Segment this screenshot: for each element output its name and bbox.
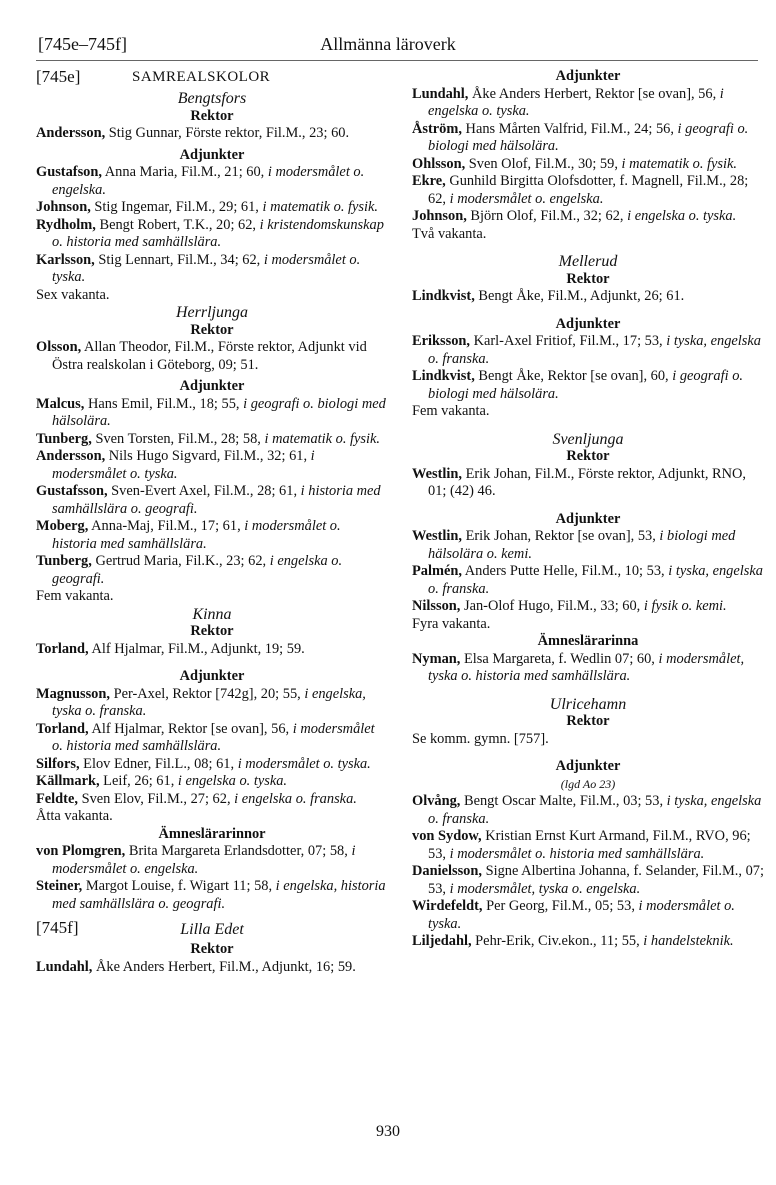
- adjunkter-label: Adjunkter: [555, 510, 621, 527]
- staff-entry: Torland, Alf Hjalmar, Rektor [se ovan], 56, i modersmålet o. historia med samhällslära.: [36, 720, 375, 754]
- vakanta-note: Två vakanta.: [412, 225, 487, 242]
- staff-entry: Wirdefeldt, Per Georg, Fil.M., 05; 53, i modersmålet o. tyska.: [412, 898, 735, 932]
- vakanta-note: Åtta vakanta.: [36, 808, 113, 824]
- rektor-entry: Andersson, Stig Gunnar, Förste rektor, Fil.M., 23; 60.: [36, 125, 350, 141]
- page-number: 930: [376, 1123, 400, 1140]
- staff-entry: Lindkvist, Bengt Åke, Rektor [se ovan], 60, i geografi o. biologi med hälsolära.: [412, 368, 743, 402]
- header-range: [745e–745f]: [38, 34, 127, 54]
- staff-entry: Lundahl, Åke Anders Herbert, Rektor [se ovan], 56, i engelska o. tyska.: [412, 85, 724, 119]
- vakanta-note: Fem vakanta.: [36, 588, 114, 604]
- rektor-entry: Lindkvist, Bengt Åke, Fil.M., Adjunkt, 26; 61.: [412, 288, 685, 304]
- rektor-label: Rektor: [190, 321, 234, 338]
- rektor-label: Rektor: [190, 941, 234, 957]
- staff-entry: Magnusson, Per-Axel, Rektor [742g], 20; 55, i engelska, tyska o. franska.: [36, 685, 366, 719]
- town-heading: Kinna: [192, 605, 232, 623]
- rektor-label: Rektor: [566, 448, 610, 464]
- staff-entry: Malcus, Hans Emil, Fil.M., 18; 55, i geografi o. biologi med hälsolära.: [36, 395, 386, 429]
- vakanta-note: Fyra vakanta.: [412, 615, 491, 632]
- staff-entry: Eriksson, Karl-Axel Fritiof, Fil.M., 17; 53, i tyska, engelska o. franska.: [412, 333, 761, 367]
- town-heading: Svenljunga: [552, 430, 624, 448]
- staff-entry: Tunberg, Gertrud Maria, Fil.K., 23; 62, i engelska o. geografi.: [36, 553, 343, 587]
- staff-entry: Johnson, Björn Olof, Fil.M., 32; 62, i engelska o. tyska.: [412, 208, 737, 224]
- right-column: [412, 68, 764, 951]
- staff-entry: Ohlsson, Sven Olof, Fil.M., 30; 59, i matematik o. fysik.: [412, 155, 738, 172]
- section-heading: [36, 919, 388, 941]
- rektor-label: Rektor: [190, 107, 234, 124]
- rektor-entry: Lundahl, Åke Anders Herbert, Fil.M., Adjunkt, 16; 59.: [36, 958, 356, 975]
- town-heading: Ulricehamn: [549, 695, 627, 713]
- adjunkter-note: (lgd Ao 23): [560, 776, 616, 791]
- section-title: SAMREALSKOLOR: [132, 69, 271, 85]
- adjunkter-label: Adjunkter: [179, 668, 245, 684]
- staff-entry: von Plomgren, Brita Margareta Erlandsdotter, 07; 58, i modersmålet o. engelska.: [36, 843, 356, 877]
- rektor-label: Rektor: [566, 270, 610, 287]
- section-code: [745f]: [36, 918, 79, 937]
- staff-entry: von Sydow, Kristian Ernst Kurt Armand, Fil.M., RVO, 96; 53, i modersmålet o. historia med samhällslära.: [412, 828, 751, 862]
- staff-entry: Nyman, Elsa Margareta, f. Wedlin 07; 60, i modersmålet, tyska o. historia med samhällslära.: [412, 650, 745, 684]
- header-rule: [36, 60, 758, 61]
- staff-entry: Källmark, Leif, 26; 61, i engelska o. tyska.: [36, 773, 288, 789]
- vakanta-note: Fem vakanta.: [412, 403, 490, 419]
- rektor-label: Rektor: [566, 713, 610, 729]
- town-heading: Herrljunga: [176, 304, 248, 321]
- staff-entry: Gustafsson, Sven-Evert Axel, Fil.M., 28; 61, i historia med samhällslära o. geografi.: [36, 483, 381, 517]
- staff-entry: Gustafson, Anna Maria, Fil.M., 21; 60, i modersmålet o. engelska.: [36, 164, 365, 198]
- section-heading: [36, 68, 388, 90]
- adjunkter-label: Adjunkter: [555, 758, 621, 774]
- staff-entry: Ekre, Gunhild Birgitta Olofsdotter, f. Magnell, Fil.M., 28; 62, i modersmålet o. engelska.: [412, 173, 749, 207]
- staff-entry: Nilsson, Jan-Olof Hugo, Fil.M., 33; 60, i fysik o. kemi.: [412, 598, 727, 614]
- staff-entry: Westlin, Erik Johan, Rektor [se ovan], 53, i biologi med hälsolära o. kemi.: [412, 528, 736, 562]
- staff-entry: Palmén, Anders Putte Helle, Fil.M., 10; 53, i tyska, engelska o. franska.: [412, 563, 763, 597]
- rektor-entry: Torland, Alf Hjalmar, Fil.M., Adjunkt, 19; 59.: [36, 640, 305, 657]
- town-heading: Lilla Edet: [180, 921, 244, 938]
- staff-entry: Moberg, Anna-Maj, Fil.M., 17; 61, i modersmålet o. historia med samhällslära.: [36, 518, 341, 552]
- staff-entry: Johnson, Stig Ingemar, Fil.M., 29; 61, i matematik o. fysik.: [36, 199, 379, 215]
- adjunkter-label: Adjunkter: [555, 315, 621, 332]
- left-column: [36, 68, 388, 976]
- staff-entry: Silfors, Elov Edner, Fil.L., 08; 61, i modersmålet o. tyska.: [36, 755, 371, 772]
- rektor-entry: Olsson, Allan Theodor, Fil.M., Förste rektor, Adjunkt vid Östra realskolan i Göteborg, 09; 51.: [36, 339, 367, 373]
- rektor-label: Rektor: [190, 623, 234, 639]
- staff-entry: Åström, Hans Mårten Valfrid, Fil.M., 24; 56, i geografi o. biologi med hälsolära.: [412, 120, 749, 154]
- staff-entry: Steiner, Margot Louise, f. Wigart 11; 58, i engelska, historia med samhällslära o. geografi.: [36, 878, 386, 912]
- rektor-entry: Westlin, Erik Johan, Fil.M., Förste rektor, Adjunkt, RNO, 01; (42) 46.: [412, 465, 747, 499]
- amneslarare-label: Ämneslärarinnor: [158, 825, 266, 842]
- header-title: Allmänna läroverk: [320, 34, 456, 54]
- staff-entry: Andersson, Nils Hugo Sigvard, Fil.M., 32; 61, i modersmålet o. tyska.: [36, 448, 315, 482]
- rektor-entry: Se komm. gymn. [757].: [412, 730, 549, 747]
- adjunkter-label: Adjunkter: [179, 378, 245, 394]
- town-heading: Bengtsfors: [177, 90, 247, 107]
- adjunkter-label: Adjunkter: [179, 146, 245, 163]
- section-code: [745e]: [36, 67, 81, 86]
- vakanta-note: Sex vakanta.: [36, 286, 110, 303]
- staff-entry: Feldte, Sven Elov, Fil.M., 27; 62, i engelska o. franska.: [36, 790, 357, 807]
- staff-entry: Liljedahl, Pehr-Erik, Civ.ekon., 11; 55, i handelsteknik.: [412, 933, 734, 949]
- running-header: [36, 34, 740, 58]
- staff-entry: Tunberg, Sven Torsten, Fil.M., 28; 58, i matematik o. fysik.: [36, 430, 380, 447]
- amneslarare-label: Ämneslärarinna: [537, 633, 639, 649]
- adjunkter-label: Adjunkter: [555, 68, 621, 84]
- staff-entry: Rydholm, Bengt Robert, T.K., 20; 62, i kristendomskunskap o. historia med samhällslära.: [36, 216, 384, 250]
- staff-entry: Karlsson, Stig Lennart, Fil.M., 34; 62, i modersmålet o. tyska.: [36, 251, 361, 285]
- staff-entry: Danielsson, Signe Albertina Johanna, f. Selander, Fil.M., 07; 53, i modersmålet, tyska o. engelska.: [412, 863, 764, 897]
- town-heading: Mellerud: [558, 253, 618, 270]
- staff-entry: Olvång, Bengt Oscar Malte, Fil.M., 03; 53, i tyska, engelska o. franska.: [412, 793, 762, 827]
